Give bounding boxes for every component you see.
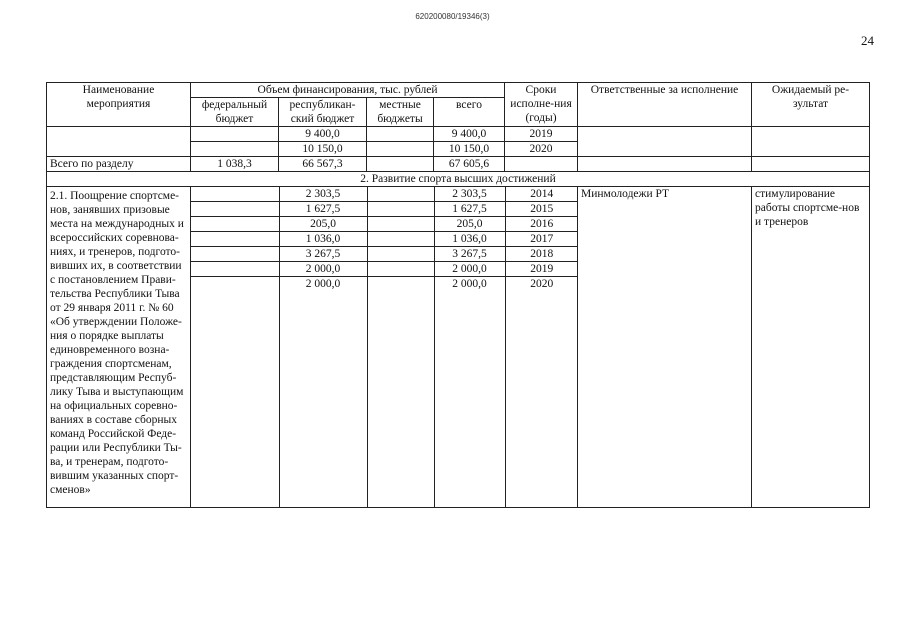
page-number: 24 [861, 33, 874, 48]
item-row [47, 187, 870, 508]
item-year-row [191, 217, 578, 232]
year-cell: 2019 [505, 262, 578, 277]
item-year-row [191, 277, 578, 508]
table-row [47, 142, 870, 157]
year-cell: 2018 [505, 247, 578, 262]
responsible-cell [578, 127, 752, 142]
year-cell: 2015 [505, 202, 578, 217]
federal-cell [191, 187, 279, 202]
republic-cell: 2 000,0 [279, 262, 367, 277]
section-total-local [367, 157, 434, 172]
total-cell: 2 000,0 [434, 262, 505, 277]
section-total-responsible [578, 157, 752, 172]
item-year-row [191, 187, 578, 202]
item-year-row [191, 247, 578, 262]
section-total-label: Всего по разделу [47, 157, 191, 172]
item-year-row [191, 202, 578, 217]
republic-cell: 1 036,0 [279, 232, 367, 247]
section-title: 2. Развитие спорта высших достижений [47, 172, 870, 187]
total-cell: 2 303,5 [434, 187, 505, 202]
local-cell [367, 142, 434, 157]
republic-cell: 2 000,0 [279, 277, 367, 508]
section-total-year [505, 157, 578, 172]
section-total-row [47, 157, 870, 172]
federal-cell [191, 127, 279, 142]
responsible-cell [578, 142, 752, 157]
local-cell [367, 217, 434, 232]
name-cell [47, 142, 191, 157]
local-cell [367, 127, 434, 142]
year-cell: 2020 [505, 277, 578, 508]
republic-cell: 10 150,0 [279, 142, 367, 157]
federal-cell [191, 202, 279, 217]
federal-cell [191, 277, 279, 508]
section-total-federal: 1 038,3 [191, 157, 279, 172]
year-cell: 2014 [505, 187, 578, 202]
total-cell: 205,0 [434, 217, 505, 232]
item-year-row [191, 232, 578, 247]
republic-cell: 1 627,5 [279, 202, 367, 217]
total-cell: 1 036,0 [434, 232, 505, 247]
header-result: Ожидаемый ре-зультат [752, 83, 870, 127]
item-name: 2.1. Поощрение спортсме-нов, занявших призовые места на международных и всероссийских соревнова-ниях, и тренеров, подгото-вивших их, в соответствии с постановлением Прави-тельства Республики Тыва от 29 января 2011 г. № 60 «Об утверждении Положе-ния о порядке выплаты единовременного возна-граждения спортсменам, представляющим Респуб-лику Тыва и выступающим на официальных соревно-ваниях в составе сборных команд Российской Феде-рации или Республики Ты-ва, и тренерам, подгото-вившим указанных спорт-сменов» [47, 187, 191, 508]
republic-cell: 3 267,5 [279, 247, 367, 262]
local-cell [367, 247, 434, 262]
total-cell: 1 627,5 [434, 202, 505, 217]
section-total-total: 67 605,6 [434, 157, 505, 172]
document-id: 620200080/19346(3) [415, 12, 490, 21]
section-title-row [47, 172, 870, 187]
total-cell: 2 000,0 [434, 277, 505, 508]
federal-cell [191, 262, 279, 277]
item-result: стимулирование работы спортсме-нов и тренеров [752, 187, 870, 508]
year-cell: 2016 [505, 217, 578, 232]
local-cell [367, 277, 434, 508]
item-values-table [191, 187, 578, 507]
total-cell: 9 400,0 [434, 127, 505, 142]
federal-cell [191, 142, 279, 157]
republic-cell: 9 400,0 [279, 127, 367, 142]
federal-cell [191, 232, 279, 247]
item-values-cell [191, 187, 578, 508]
header-total: всего [434, 98, 505, 127]
section-total-republic: 66 567,3 [279, 157, 367, 172]
header-name: Наименование мероприятия [47, 83, 191, 127]
table-row [47, 127, 870, 142]
header-row-1 [47, 83, 870, 98]
total-cell: 3 267,5 [434, 247, 505, 262]
year-cell: 2019 [505, 127, 578, 142]
financing-table [46, 82, 870, 508]
federal-cell [191, 247, 279, 262]
local-cell [367, 262, 434, 277]
year-cell: 2020 [505, 142, 578, 157]
republic-cell: 205,0 [279, 217, 367, 232]
header-republic: республикан-ский бюджет [279, 98, 367, 127]
header-local: местные бюджеты [367, 98, 434, 127]
local-cell [367, 187, 434, 202]
header-responsible: Ответственные за исполнение [578, 83, 752, 127]
republic-cell: 2 303,5 [279, 187, 367, 202]
item-responsible: Минмолодежи РТ [578, 187, 752, 508]
federal-cell [191, 217, 279, 232]
section-total-result [752, 157, 870, 172]
year-cell: 2017 [505, 232, 578, 247]
header-financing: Объем финансирования, тыс. рублей [191, 83, 505, 98]
header-federal: федеральный бюджет [191, 98, 279, 127]
item-year-row [191, 262, 578, 277]
header-terms: Сроки исполне-ния (годы) [505, 83, 578, 127]
result-cell [752, 127, 870, 142]
local-cell [367, 232, 434, 247]
result-cell [752, 142, 870, 157]
total-cell: 10 150,0 [434, 142, 505, 157]
local-cell [367, 202, 434, 217]
name-cell [47, 127, 191, 142]
